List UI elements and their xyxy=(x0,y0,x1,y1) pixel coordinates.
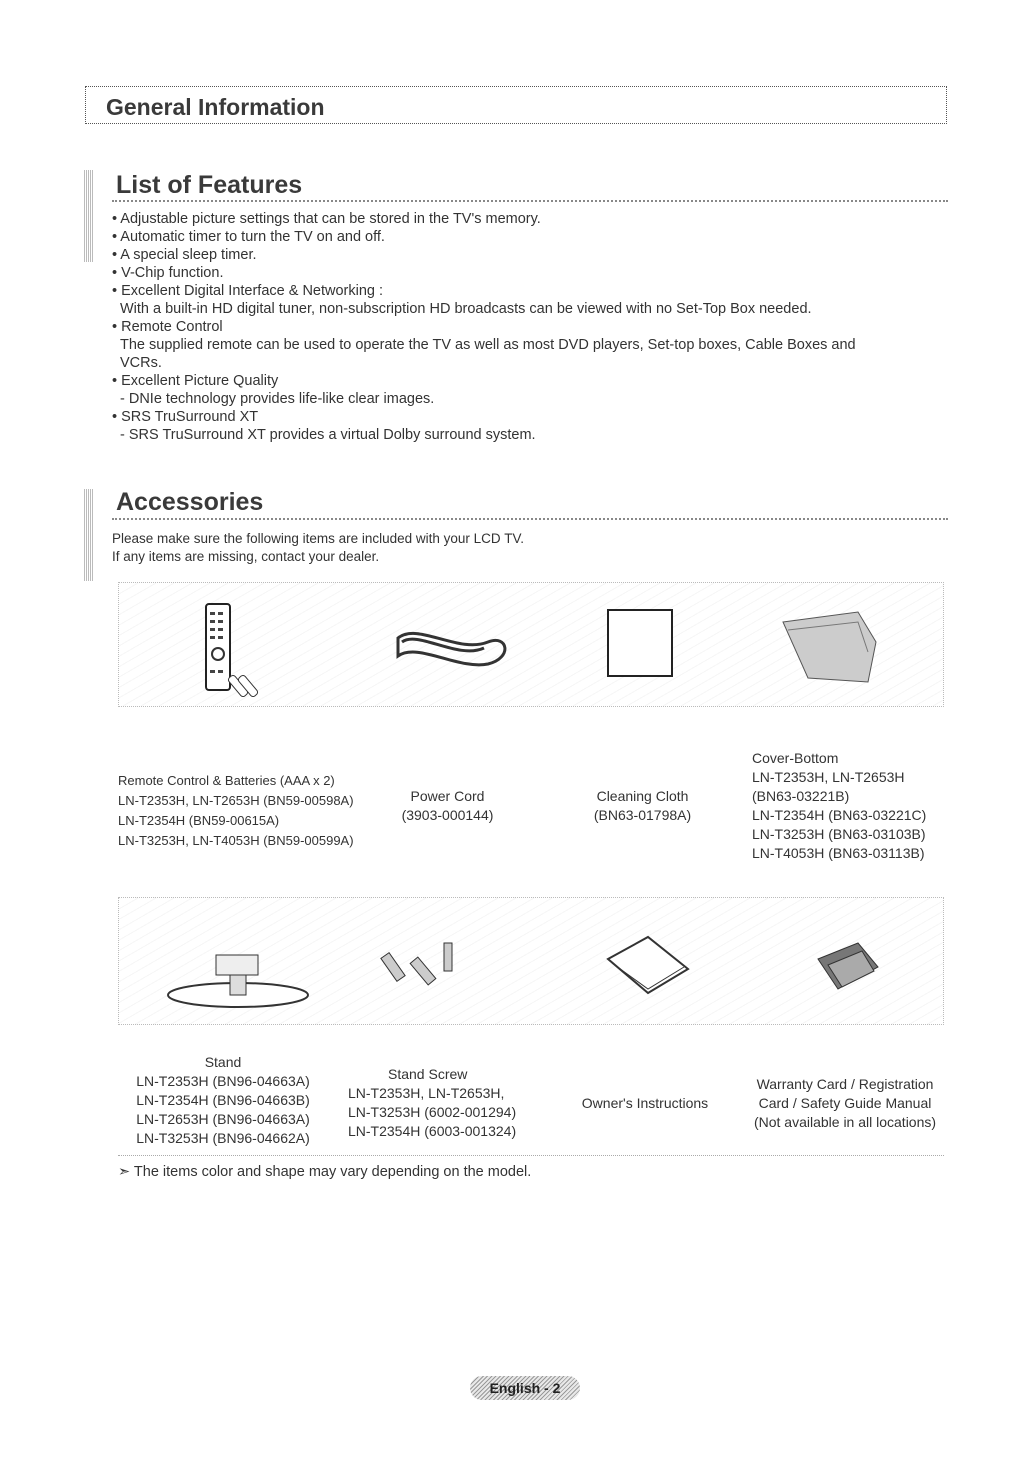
intro-line: If any items are missing, contact your dealer. xyxy=(112,549,380,564)
cleaning-cloth-illustration xyxy=(608,610,672,676)
stand-screw-illustration xyxy=(381,943,452,985)
note-text: ➣ The items color and shape may vary depending on the model. xyxy=(118,1164,532,1180)
caption-line: LN-T3253H (6002-001294) xyxy=(348,1104,517,1120)
feature-item: • Excellent Digital Interface & Networking : xyxy=(112,283,384,299)
feature-item: • V-Chip function. xyxy=(112,265,224,281)
caption-remote xyxy=(118,771,354,851)
feature-item: • Excellent Picture Quality xyxy=(112,373,279,389)
feature-item: • Remote Control xyxy=(112,319,223,335)
caption-stand-screw xyxy=(348,1065,516,1141)
caption-line: LN-T2353H, LN-T2653H (BN59-00598A) xyxy=(118,793,354,808)
accessory-illustrations-row2 xyxy=(118,897,944,1025)
caption-line: Remote Control & Batteries (AAA x 2) xyxy=(118,773,335,788)
caption-owners-instructions xyxy=(575,1094,715,1113)
feature-desc: - DNIe technology provides life-like clear images. xyxy=(120,391,435,407)
stand-illustration xyxy=(168,955,308,1007)
caption-line: Cleaning Cloth xyxy=(596,788,689,804)
section-marker xyxy=(84,489,94,581)
caption-warranty-card xyxy=(745,1075,945,1132)
feature-desc: With a built-in HD digital tuner, non-subscription HD broadcasts can be viewed with no Set-Top Box needed. xyxy=(120,301,812,317)
caption-line: LN-T2354H (BN63-03221C) xyxy=(752,807,927,823)
page-number-badge: English - 2 xyxy=(470,1376,580,1400)
caption-line: LN-T2354H (6003-001324) xyxy=(348,1123,517,1139)
features-title: List of Features xyxy=(116,171,303,199)
feature-item: • Automatic timer to turn the TV on and off. xyxy=(112,229,385,245)
feature-desc: - SRS TruSurround XT provides a virtual Dolby surround system. xyxy=(120,427,536,443)
caption-line: LN-T3253H (BN63-03103B) xyxy=(752,826,926,842)
caption-line: (Not available in all locations) xyxy=(753,1114,937,1130)
feature-desc: The supplied remote can be used to operate the TV as well as most DVD players, Set-top boxes, Cable Boxes and xyxy=(120,337,856,353)
accessories-title: Accessories xyxy=(116,488,264,516)
warranty-card-illustration xyxy=(818,943,878,989)
owners-instructions-illustration xyxy=(608,937,688,993)
caption-cleaning-cloth xyxy=(575,787,710,825)
section-marker xyxy=(84,170,94,262)
caption-line: (BN63-01798A) xyxy=(593,807,692,823)
cover-bottom-illustration xyxy=(783,612,876,682)
accessories-intro xyxy=(112,530,524,566)
caption-power-cord xyxy=(380,787,515,825)
caption-line: LN-T3253H, LN-T4053H (BN59-00599A) xyxy=(118,833,354,848)
feature-item: • Adjustable picture settings that can be stored in the TV's memory. xyxy=(112,211,541,227)
accessory-illustrations-row1 xyxy=(118,582,944,707)
caption-line: Owner's Instructions xyxy=(581,1095,709,1111)
caption-line: LN-T2354H (BN59-00615A) xyxy=(118,813,280,828)
caption-line: (3903-000144) xyxy=(401,807,494,823)
caption-line: Card / Safety Guide Manual xyxy=(758,1095,932,1111)
accessories-rule xyxy=(112,518,948,520)
caption-line: (BN63-03221B) xyxy=(752,788,850,804)
power-cord-illustration xyxy=(398,633,505,664)
feature-item: • SRS TruSurround XT xyxy=(112,409,259,425)
caption-line: LN-T2353H, LN-T2653H, xyxy=(348,1085,505,1101)
caption-stand xyxy=(128,1053,318,1148)
page-title: General Information xyxy=(106,94,325,120)
caption-cover-bottom xyxy=(752,749,926,863)
caption-line: Stand xyxy=(204,1054,242,1070)
caption-line: Cover-Bottom xyxy=(752,750,839,766)
caption-line: Warranty Card / Registration xyxy=(756,1076,934,1092)
features-rule xyxy=(112,200,948,202)
features-list xyxy=(112,210,942,444)
caption-line: LN-T2354H (BN96-04663B) xyxy=(136,1092,310,1108)
feature-desc: VCRs. xyxy=(120,355,162,371)
caption-line: LN-T2653H (BN96-04663A) xyxy=(136,1111,310,1127)
caption-line: Stand Screw xyxy=(388,1066,468,1082)
caption-line: Power Cord xyxy=(410,788,485,804)
caption-line: LN-T2353H (BN96-04663A) xyxy=(136,1073,310,1089)
intro-line: Please make sure the following items are included with your LCD TV. xyxy=(112,531,524,546)
caption-line: LN-T3253H (BN96-04662A) xyxy=(136,1130,310,1146)
caption-line: LN-T2353H, LN-T2653H xyxy=(752,769,905,785)
feature-item: • A special sleep timer. xyxy=(112,247,257,263)
remote-control-illustration xyxy=(206,604,259,698)
note-divider xyxy=(118,1155,944,1156)
caption-line: LN-T4053H (BN63-03113B) xyxy=(752,845,925,861)
